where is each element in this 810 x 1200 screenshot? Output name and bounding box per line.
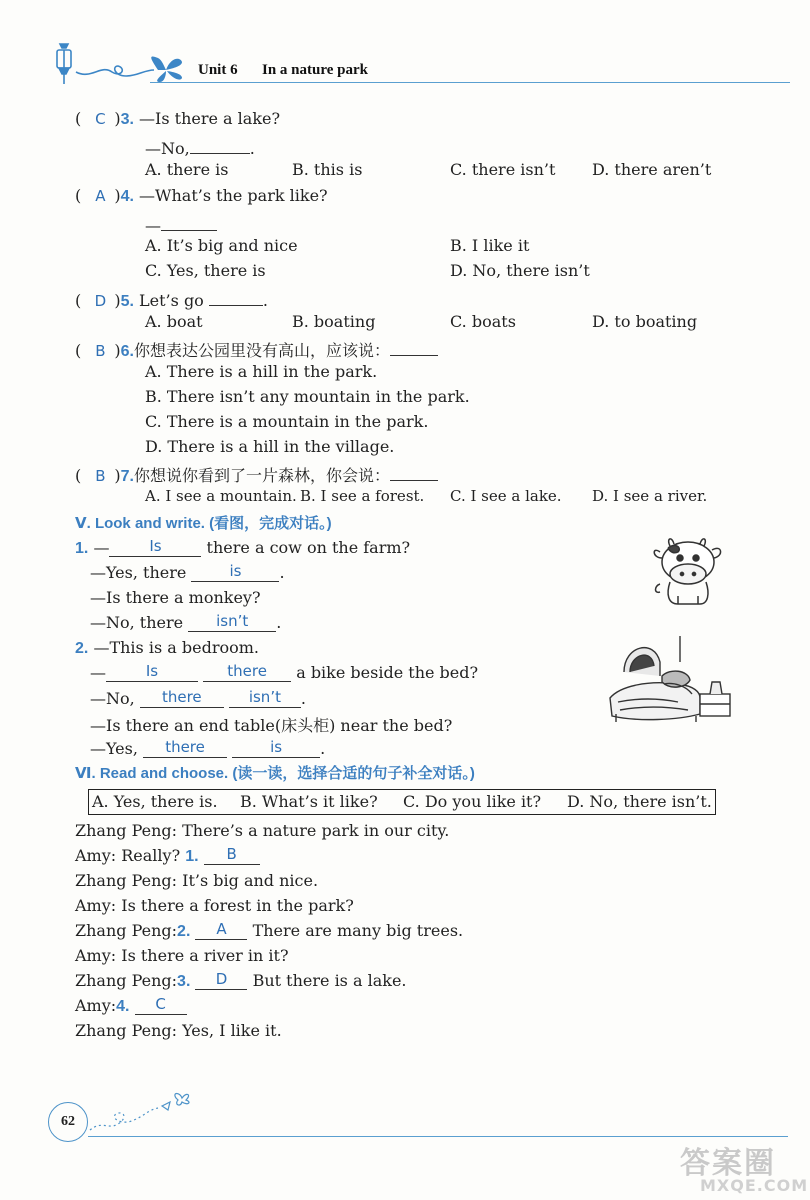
option: D. to boating xyxy=(592,312,698,331)
lw1-line2: —Yes, there is . xyxy=(90,562,285,582)
choice-d: D. No, there isn’t. xyxy=(567,792,712,811)
bedroom-image xyxy=(608,632,736,728)
question-3-line2: —No, . xyxy=(145,135,255,158)
answer-mark: C xyxy=(95,110,106,128)
dialog-line: Zhang Peng: Yes, I like it. xyxy=(75,1021,282,1040)
footer-rule xyxy=(88,1136,788,1137)
answer-mark: B xyxy=(95,342,106,360)
dialog-line: Amy: Is there a forest in the park? xyxy=(75,896,354,915)
option: A. there is xyxy=(145,160,229,179)
option: D. No, there isn’t xyxy=(450,261,590,280)
dialog-line: Zhang Peng:2. A There are many big trees. xyxy=(75,920,464,940)
option: C. I see a lake. xyxy=(450,487,562,505)
lw1-line3: —Is there a monkey? xyxy=(90,588,261,607)
option: A. There is a hill in the park. xyxy=(145,362,378,381)
lw2-line2: — Is there a bike beside the bed? xyxy=(90,662,479,682)
choice-b: B. What’s it like? xyxy=(240,792,378,811)
option: D. there aren’t xyxy=(592,160,712,179)
lw2-line1: 2. —This is a bedroom. xyxy=(75,638,259,657)
lw1-line4: —No, there isn’t . xyxy=(90,612,282,632)
butterfly-trail-icon xyxy=(88,1090,198,1134)
question-4-line2: — xyxy=(145,212,217,235)
option: D. There is a hill in the village. xyxy=(145,437,395,456)
question-7: ( B )7.你想说你看到了一片森林，你会说： xyxy=(75,462,438,486)
watermark-logo: 答案圈 xyxy=(680,1146,776,1181)
question-4: ( A )4. —What’s the park like? xyxy=(75,186,328,205)
option: C. There is a mountain in the park. xyxy=(145,412,429,431)
question-6: ( B )6.你想表达公园里没有高山，应该说： xyxy=(75,337,438,361)
section-5-title: Ⅴ. Look and write. (看图，完成对话。) xyxy=(75,515,332,532)
dialog-line: Amy:4. C xyxy=(75,996,187,1016)
lw2-line3: —No, there isn’t . xyxy=(90,688,306,708)
option: B. I like it xyxy=(450,236,530,255)
option: C. there isn’t xyxy=(450,160,556,179)
header-rule xyxy=(150,82,790,83)
question-3: ( C )3. —Is there a lake? xyxy=(75,109,281,128)
watermark-url: MXQE.COM xyxy=(700,1176,809,1195)
lantern-butterfly-icon xyxy=(46,40,196,88)
cow-image xyxy=(648,534,728,610)
answer-mark: D xyxy=(94,292,107,310)
lw1-line1: 1. — Is there a cow on the farm? xyxy=(75,537,411,557)
dialog-line: Zhang Peng: It’s big and nice. xyxy=(75,871,319,890)
section-6-title: Ⅵ. Read and choose. (读一读，选择合适的句子补全对话。) xyxy=(75,765,475,782)
dialog-line: Zhang Peng: There’s a nature park in our city. xyxy=(75,821,450,840)
choice-c: C. Do you like it? xyxy=(403,792,542,811)
option: D. I see a river. xyxy=(592,487,708,505)
option: A. I see a mountain. xyxy=(145,487,297,505)
option: B. boating xyxy=(292,312,376,331)
lw2-line5: —Yes, there is . xyxy=(90,738,326,758)
option: B. I see a forest. xyxy=(300,487,425,505)
option: B. There isn’t any mountain in the park. xyxy=(145,387,470,406)
unit-title: In a nature park xyxy=(262,62,368,78)
answer-mark: A xyxy=(95,187,106,205)
choice-a: A. Yes, there is. xyxy=(92,792,218,811)
option: A. It’s big and nice xyxy=(145,236,298,255)
option: B. this is xyxy=(292,160,363,179)
question-5: ( D )5. Let’s go . xyxy=(75,287,268,311)
answer-mark: B xyxy=(95,467,106,485)
dialog-line: Zhang Peng:3. D But there is a lake. xyxy=(75,970,407,990)
option: C. Yes, there is xyxy=(145,261,266,280)
dialog-line: Amy: Is there a river in it? xyxy=(75,946,289,965)
option: C. boats xyxy=(450,312,516,331)
lw2-line4: —Is there an end table(床头柜) near the bed? xyxy=(90,716,453,735)
unit-label: Unit 6 xyxy=(198,62,238,78)
page-number: 62 xyxy=(48,1102,88,1142)
dialog-line: Amy: Really? 1. B xyxy=(75,846,260,866)
option: A. boat xyxy=(145,312,203,331)
